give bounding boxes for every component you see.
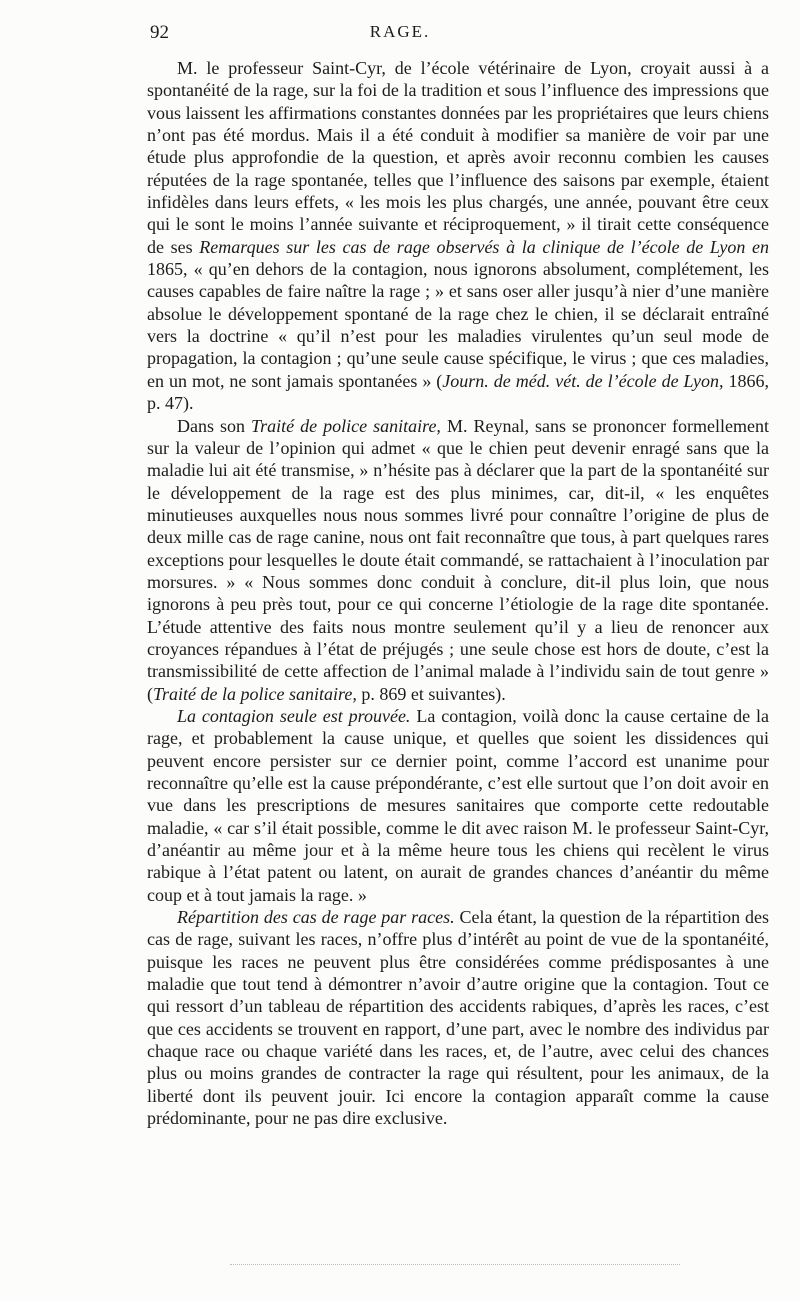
italic-citation: Journ. de méd. vét. de l’école de Lyon, [442, 370, 724, 391]
paragraph-reynal [147, 415, 769, 705]
paragraph-saint-cyr [147, 57, 769, 415]
text-segment: M. le professeur Saint-Cyr, de l’école vétérinaire de Lyon, croyait aussi à a spontanéité de la rage, sur la foi de la tradition et sous l’influence des impressions que vous laissent les affirmations constantes données par les propriétaires que leurs chiens n’ont pas été mordus. Mais il a été conduit à modifier sa manière de voir par une étude plus approfondie de la question, et après avoir reconnu combien les causes réputées de la rage spontanée, telles que l’influence des saisons par exemple, étaient infidèles dans leurs effets, « les mois les plus chargés, une année, pouvant être ceux qui le sont le moins l’année suivante et réciproquement, » il tirait cette conséquence de ses [147, 58, 769, 257]
text-segment: Dans son [177, 415, 252, 436]
text-segment: p. 869 et suivantes). [356, 683, 506, 704]
section-lead-heading: La contagion seule est prouvée. [177, 705, 411, 726]
text-segment: Cela étant, la question de la répartition des cas de rage, suivant les races, n’offre plus d’intérêt au point de vue de la spontanéité, puisque les races ne peuvent plus être considérées comme prédisposantes à une maladie que tout tend à démontrer n’avoir d’autre origine que la contagion. Tout ce qui ressort d’un tableau de répartition des accidents rabiques, d’après les races, c’est que ces accidents se trouvent en rapport, d’une part, avec le nombre des individus par chaque race ou chaque variété dans les races, et, de l’autre, avec celui des chances plus ou moins grandes de contracter la rage qui résultent, pour les animaux, de la liberté dont ils peuvent jouir. Ici encore la contagion apparaît comme la cause prédominante, pour ne pas dire exclusive. [147, 907, 769, 1129]
page-number: 92 [150, 22, 169, 43]
text-segment: M. Reynal, sans se prononcer formellement sur la valeur de l’opinion qui admet « que le chien peut devenir enragé sans que la maladie lui ait été transmise, » n’hésite pas à déclarer que la part de la spontanéité sur le développement de la rage est des plus minimes, car, dit-il, « les enquêtes minutieuses auxquelles nous nous sommes livré pour connaître l’origine de plus de deux mille cas de rage canine, nous ont fait reconnaître que tous, à part quelques rares exceptions pour lesquelles le doute était commandé, se rattachaient à l’inoculation par morsures. » « Nous sommes donc conduit à conclure, dit-il plus loin, que nous ignorons à peu près tout, pour ce qui concerne l’étiologie de la rage dite spontanée. L’étude attentive des faits nous montre seulement qu’il y a lieu de renoncer aux croyances répandues à l’état de préjugés ; une seule chose est hors de doute, c’est la transmissibilité de cette affection de l’animal malade à l’individu sain de tout genre » ( [147, 415, 769, 704]
italic-citation: Remarques sur les cas de rage observés à la clinique de l’école de Lyon en [199, 236, 769, 257]
text-segment: 1866, p. 47). [147, 370, 770, 414]
footer-rule [230, 1264, 680, 1265]
page-header [0, 22, 800, 50]
paragraph-repartition [147, 906, 769, 1129]
running-title: RAGE. [369, 22, 431, 41]
body-text [147, 57, 769, 1130]
text-segment: 1865, « qu’en dehors de la contagion, nous ignorons absolument, complétement, les causes capables de faire naître la rage ; » et sans oser aller jusqu’à nier d’une manière absolue le développement spontané de la rage chez le chien, il se déclarait entraîné vers la doctrine « qu’il n’est pour les maladies virulentes qu’un seul mode de propagation, la contagion ; qu’une seule cause spécifique, le virus ; que ces maladies, en un mot, ne sont jamais spontanées » ( [147, 259, 769, 391]
italic-citation: Traité de police sanitaire, [251, 415, 441, 436]
text-segment: La contagion, voilà donc la cause certaine de la rage, et probablement la cause unique, et quelles que soient les dissidences qui peuvent encore persister sur ce dernier point, comme l’accord est unanime pour reconnaître qu’elle est la cause prépondérante, c’est elle surtout que l’on doit avoir en vue dans les prescriptions de mesures sanitaires que comporte cette redoutable maladie, « car s’il était possible, comme le dit avec raison M. le professeur Saint-Cyr, d’anéantir au même jour et à la même heure tous les chiens qui recèlent le virus rabique à l’état patent ou latent, on aurait de grandes chances d’anéantir du même coup et à tout jamais la rage. » [147, 705, 769, 905]
italic-citation: Traité de la police sanitaire, [153, 683, 357, 704]
section-lead-heading: Répartition des cas de rage par races. [177, 907, 455, 928]
paragraph-contagion [147, 705, 769, 906]
